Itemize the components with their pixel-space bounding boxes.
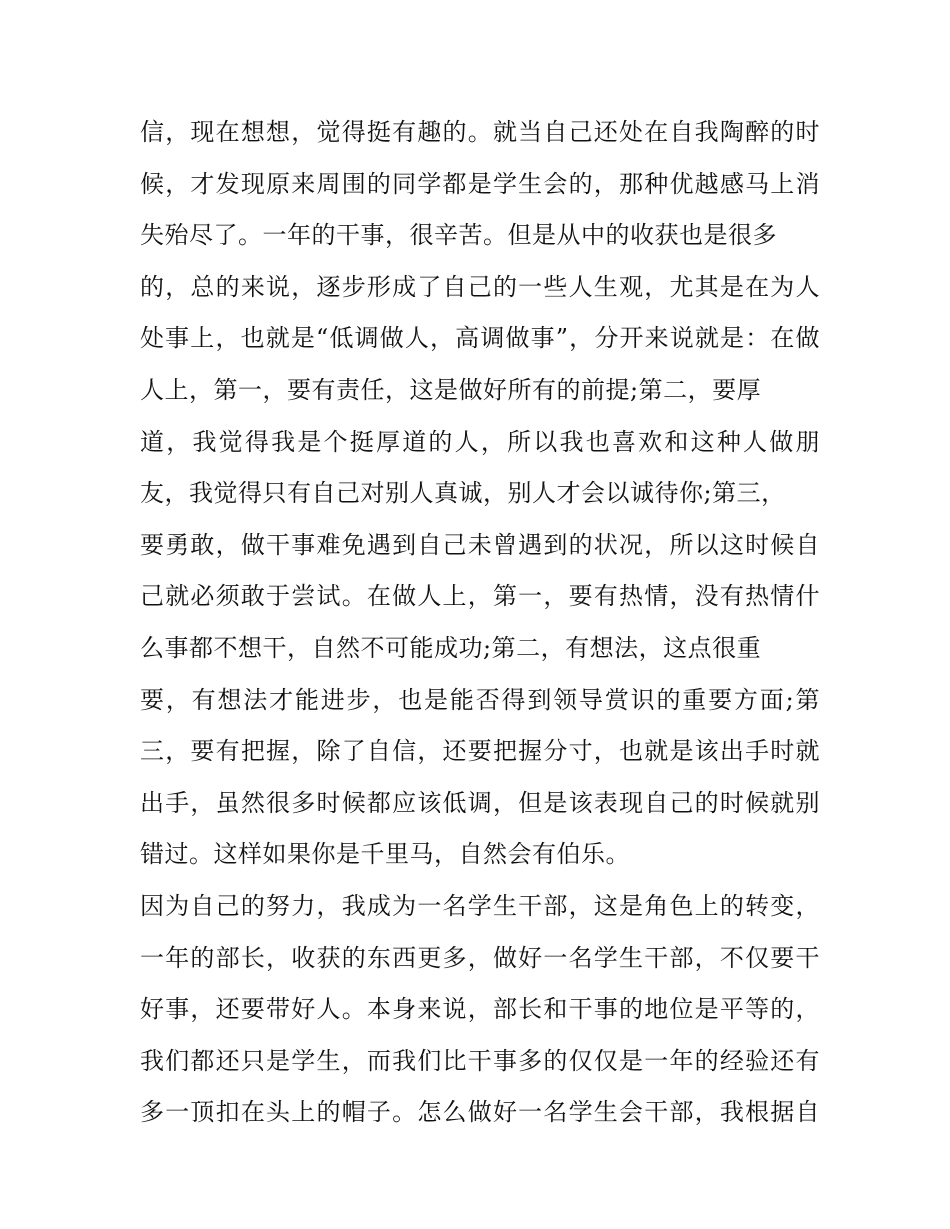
text-line: 出手，虽然很多时候都应该低调，但是该表现自己的时候就别: [140, 788, 820, 817]
text-line: 三，要有把握，除了自信，还要把握分寸，也就是该出手时就: [140, 737, 820, 766]
text-line: 处事上，也就是“低调做人，高调做事”，分开来说就是：在做: [140, 324, 820, 353]
text-line: 我们都还只是学生，而我们比干事多的仅仅是一年的经验还有: [140, 1046, 820, 1075]
text-line: 道，我觉得我是个挺厚道的人，所以我也喜欢和这种人做朋: [140, 427, 820, 456]
text-line: 因为自己的努力，我成为一名学生干部，这是角色上的转变，: [140, 891, 820, 920]
text-line: 么事都不想干，自然不可能成功;第二，有想法，这点很重: [140, 633, 762, 662]
text-line: 己就必须敢于尝试。在做人上，第一，要有热情，没有热情什: [140, 582, 820, 611]
text-line: 人上，第一，要有责任，这是做好所有的前提;第二，要厚: [140, 375, 762, 404]
text-line: 友，我觉得只有自己对别人真诚，别人才会以诚待你;第三，: [140, 479, 786, 508]
body-text: [140, 107, 820, 1139]
text-line: 一年的部长，收获的东西更多，做好一名学生干部，不仅要干: [140, 943, 820, 972]
text-line: 好事，还要带好人。本身来说，部长和干事的地位是平等的，: [140, 995, 820, 1024]
text-line: 候，才发现原来周围的同学都是学生会的，那种优越感马上消: [140, 169, 820, 198]
text-line: 多一顶扣在头上的帽子。怎么做好一名学生会干部，我根据自: [140, 1098, 820, 1127]
text-line: 的，总的来说，逐步形成了自己的一些人生观，尤其是在为人: [140, 272, 820, 301]
text-line: 失殆尽了。一年的干事，很辛苦。但是从中的收获也是很多: [140, 221, 777, 250]
text-line: 要，有想法才能进步，也是能否得到领导赏识的重要方面;第: [140, 685, 820, 714]
text-line: 信，现在想想，觉得挺有趣的。就当自己还处在自我陶醉的时: [140, 118, 820, 146]
text-line: 要勇敢，做干事难免遇到自己未曾遇到的状况，所以这时候自: [140, 530, 820, 559]
text-line: 错过。这样如果你是千里马，自然会有伯乐。: [140, 840, 630, 869]
